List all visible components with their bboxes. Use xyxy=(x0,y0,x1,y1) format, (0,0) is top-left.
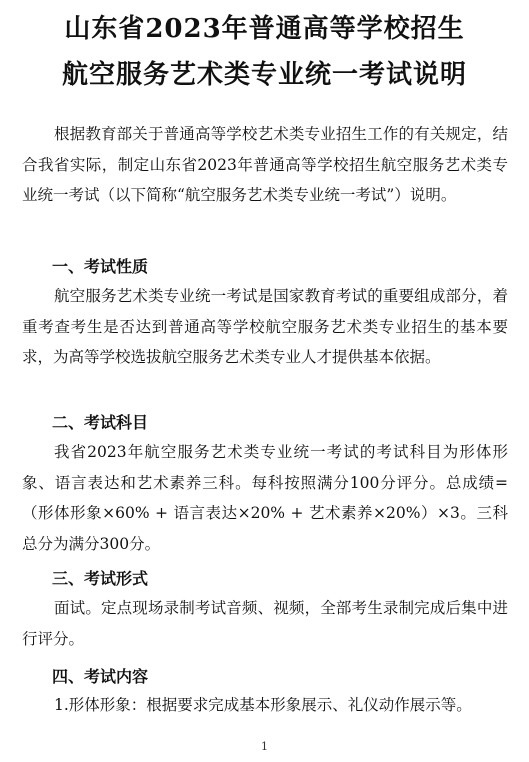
section-heading-nature: 一、考试性质 xyxy=(52,257,149,276)
intro-paragraph: 根据教育部关于普通高等学校艺术类专业招生工作的有关规定，结合我省实际，制定山东省2023年普通高等学校招生航空服务艺术类专业统一考试（以下简称“航空服务艺术类专业统一考试”）说明。 xyxy=(22,125,508,205)
section-body-content: 1.形体形象：根据要求完成基本形象展示、礼仪动作展示等。 xyxy=(54,696,472,714)
section-heading-subjects: 二、考试科目 xyxy=(52,413,149,432)
document-title-line-1: 山东省2023年普通高等学校招生 xyxy=(64,14,465,44)
section-heading-format: 三、考试形式 xyxy=(52,569,149,588)
section-body-nature: 航空服务艺术类专业统一考试是国家教育考试的重要组成部分，着重考查考生是否达到普通高等学校航空服务艺术类专业招生的基本要求，为高等学校选拔航空服务艺术类专业人才提供基本依据。 xyxy=(22,287,508,367)
section-heading-content: 四、考试内容 xyxy=(52,667,149,686)
section-body-subjects: 我省2023年航空服务艺术类专业统一考试的考试科目为形体形象、语言表达和艺术素养三科。每科按照满分100分评分。总成绩=（形体形象×60% + 语言表达×20% + 艺术素养×20%）×3。三科总分为满分300分。 xyxy=(22,443,508,553)
section-body-format: 面试。定点现场录制考试音频、视频，全部考生录制完成后集中进行评分。 xyxy=(22,599,508,648)
document-title-line-2: 航空服务艺术类专业统一考试说明 xyxy=(61,60,467,90)
page-number: 1 xyxy=(261,740,268,753)
